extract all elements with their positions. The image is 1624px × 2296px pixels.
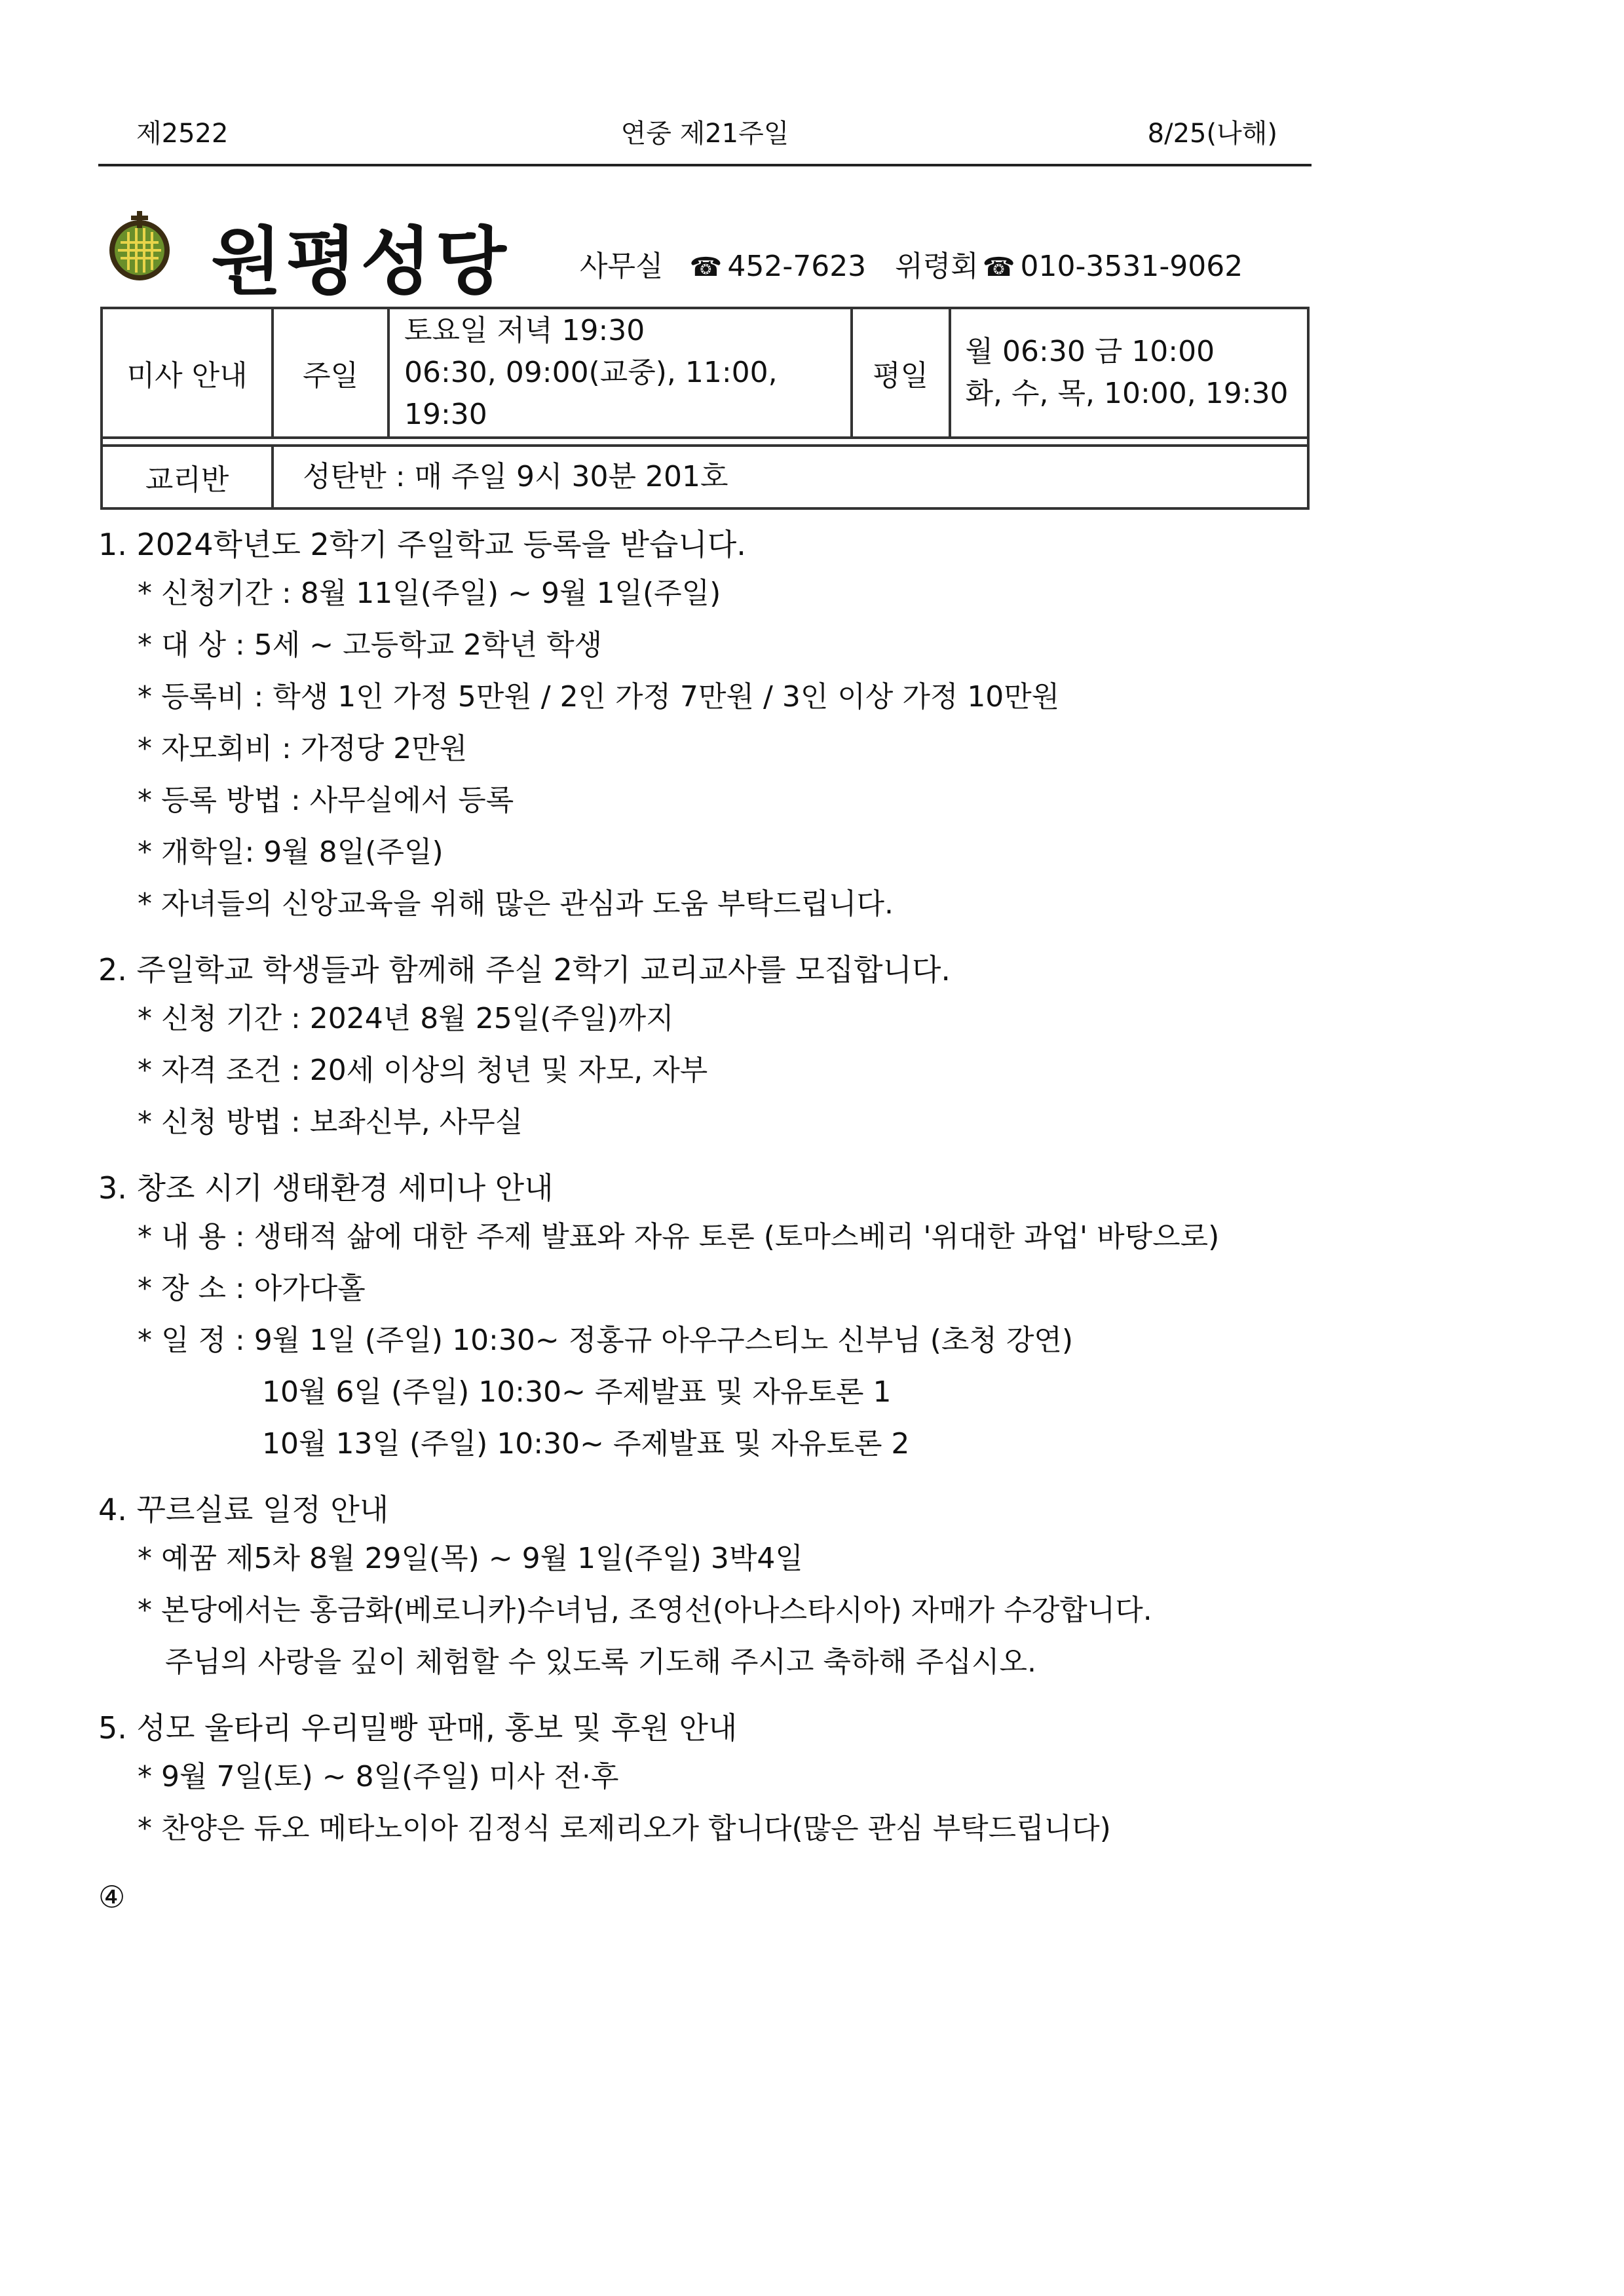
announcement-section (98, 1165, 1343, 1470)
council-label: 위령회 (895, 250, 979, 283)
sunday-times-line1: 토요일 저녁 19:30 (404, 314, 645, 347)
list-item: * 대 상 : 5세 ~ 고등학교 2학년 학생 (138, 628, 603, 662)
list-item: * 찬양은 듀오 메타노이아 김정식 로제리오가 합니다(많은 관심 부탁드립니다) (138, 1812, 1111, 1845)
liturgical-week: 연중 제21주일 (620, 119, 789, 149)
list-item: * 내 용 : 생태적 삶에 대한 주제 발표와 자유 토론 (토마스베리 '위대한 과업' 바탕으로) (138, 1220, 1220, 1253)
catechism-label: 교리반 (102, 446, 273, 508)
list-item: * 9월 7일(토) ~ 8일(주일) 미사 전·후 (138, 1760, 619, 1793)
page-number: ④ (98, 1879, 126, 1915)
announcement-section (98, 1487, 1343, 1688)
announcements (98, 505, 1343, 1854)
church-name: 원평성당 (211, 220, 510, 305)
list-item: * 장 소 : 아가다홀 (138, 1272, 366, 1305)
phone-icon: ☎ (982, 252, 1015, 282)
list-item: * 일 정 : 9월 1일 (주일) 10:30~ 정홍규 아우구스티노 신부님 (초청 강연) (138, 1324, 1074, 1357)
contact-info (580, 242, 1243, 284)
issue-date: 8/25(나해) (1147, 119, 1277, 149)
weekday-times-line1: 월 06:30 금 10:00 (965, 335, 1215, 368)
office-label: 사무실 (580, 250, 664, 283)
sunday-label: 주일 (273, 308, 388, 438)
office-phone: 452-7623 (727, 250, 867, 283)
sunday-times (388, 308, 852, 438)
announcement-section (98, 1705, 1343, 1854)
weekday-times-line2: 화, 수, 목, 10:00, 19:30 (965, 377, 1289, 410)
mass-schedule-table (100, 307, 1310, 510)
list-item: * 신청기간 : 8월 11일(주일) ~ 9월 1일(주일) (138, 577, 721, 610)
sunday-times-line2: 06:30, 09:00(교중), 11:00, 19:30 (404, 356, 778, 431)
list-item: 10월 13일 (주일) 10:30~ 주제발표 및 자유토론 2 (262, 1427, 910, 1461)
list-item: * 신청 방법 : 보좌신부, 사무실 (138, 1105, 523, 1139)
council-phone: 010-3531-9062 (1020, 250, 1243, 283)
catechism-value: 성탄반 : 매 주일 9시 30분 201호 (273, 446, 1308, 508)
list-item: 주님의 사랑을 깊이 체험할 수 있도록 기도해 주시고 축하해 주십시오. (165, 1645, 1036, 1679)
section-title: 2. 주일학교 학생들과 함께해 주실 2학기 교리교사를 모집합니다. (98, 952, 951, 987)
section-title: 4. 꾸르실료 일정 안내 (98, 1492, 389, 1527)
list-item: * 자격 조건 : 20세 이상의 청년 및 자모, 자부 (138, 1054, 708, 1087)
list-item: * 자녀들의 신앙교육을 위해 많은 관심과 도움 부탁드립니다. (138, 887, 894, 921)
list-item: * 등록비 : 학생 1인 가정 5만원 / 2인 가정 7만원 / 3인 이상 가정 10만원 (138, 680, 1060, 714)
section-title: 5. 성모 울타리 우리밀빵 판매, 홍보 및 후원 안내 (98, 1710, 738, 1746)
weekday-label: 평일 (852, 308, 950, 438)
church-cross-logo-icon (104, 210, 176, 282)
list-item: * 예꿈 제5차 8월 29일(목) ~ 9월 1일(주일) 3박4일 (138, 1542, 803, 1575)
list-item: 10월 6일 (주일) 10:30~ 주제발표 및 자유토론 1 (262, 1375, 892, 1409)
list-item: * 신청 기간 : 2024년 8월 25일(주일)까지 (138, 1002, 674, 1035)
weekday-times (950, 308, 1308, 438)
list-item: * 개학일: 9월 8일(주일) (138, 835, 444, 869)
list-item: * 본당에서는 홍금화(베로니카)수녀님, 조영선(아나스타시아) 자매가 수강합니다. (138, 1594, 1152, 1627)
announcement-section (98, 522, 1343, 930)
announcement-section (98, 947, 1343, 1148)
list-item: * 등록 방법 : 사무실에서 등록 (138, 784, 514, 817)
list-item: * 자모회비 : 가정당 2만원 (138, 732, 468, 765)
masthead (98, 203, 1312, 305)
issue-header (98, 98, 1312, 166)
section-title: 1. 2024학년도 2학기 주일학교 등록을 받습니다. (98, 527, 746, 562)
mass-label: 미사 안내 (102, 308, 273, 438)
issue-number: 제2522 (136, 119, 229, 149)
phone-icon: ☎ (689, 252, 723, 282)
section-title: 3. 창조 시기 생태환경 세미나 안내 (98, 1170, 554, 1206)
